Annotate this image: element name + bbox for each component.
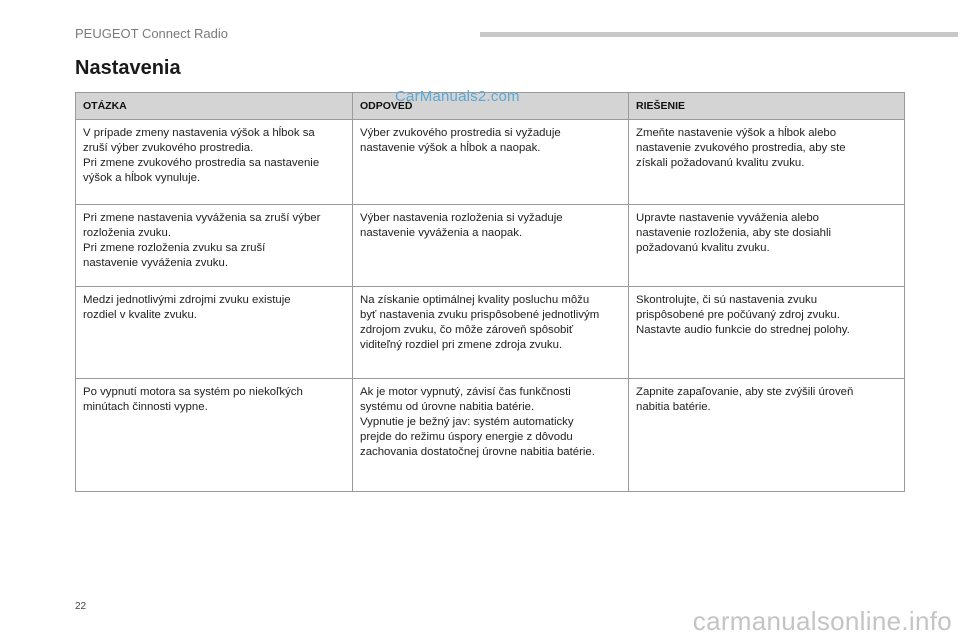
question-cell: Pri zmene nastavenia vyváženia sa zruší výber rozloženia zvuku. Pri zmene rozloženia zvuku sa zruší nastavenie vyváženia zvuku.: [76, 205, 353, 287]
header-title: PEUGEOT Connect Radio: [75, 26, 228, 41]
solution-cell: Zapnite zapaľovanie, aby ste zvýšili úroveň nabitia batérie.: [629, 379, 905, 492]
watermark-carmanualsonline: carmanualsonline.info: [692, 606, 952, 636]
watermark-carmanuals2: CarManuals2.com: [395, 88, 520, 105]
column-header-question: OTÁZKA: [76, 93, 353, 120]
table-row: [76, 120, 905, 205]
faq-table: [75, 92, 905, 492]
solution-cell: Skontrolujte, či sú nastavenia zvuku prispôsobené pre počúvaný zdroj zvuku. Nastavte audio funkcie do strednej polohy.: [629, 287, 905, 379]
table-row: [76, 379, 905, 492]
solution-cell: Zmeňte nastavenie výšok a hĺbok alebo nastavenie zvukového prostredia, aby ste získali požadovanú kvalitu zvuku.: [629, 120, 905, 205]
answer-cell: Ak je motor vypnutý, závisí čas funkčnosti systému od úrovne nabitia batérie. Vypnutie je bežný jav: systém automaticky prejde do režimu úspory energie z dôvodu zachovania dostatočnej úrovne nabitia batérie.: [353, 379, 629, 492]
column-header-answer: ODPOVEĎ: [353, 93, 629, 120]
page-title: Nastavenia: [75, 57, 181, 79]
header-divider-bar: [480, 32, 958, 37]
table-row: [76, 205, 905, 287]
answer-cell: Výber nastavenia rozloženia si vyžaduje nastavenie vyváženia a naopak.: [353, 205, 629, 287]
solution-cell: Upravte nastavenie vyváženia alebo nastavenie rozloženia, aby ste dosiahli požadovanú kvalitu zvuku.: [629, 205, 905, 287]
table-row: [76, 287, 905, 379]
answer-cell: Na získanie optimálnej kvality posluchu môžu byť nastavenia zvuku prispôsobené jednotlivým zdrojom zvuku, čo môže zároveň spôsobiť viditeľný rozdiel pri zmene zdroja zvuku.: [353, 287, 629, 379]
question-cell: Po vypnutí motora sa systém po niekoľkých minútach činnosti vypne.: [76, 379, 353, 492]
answer-cell: Výber zvukového prostredia si vyžaduje nastavenie výšok a hĺbok a naopak.: [353, 120, 629, 205]
question-cell: Medzi jednotlivými zdrojmi zvuku existuje rozdiel v kvalite zvuku.: [76, 287, 353, 379]
page-number: 22: [75, 601, 87, 612]
question-cell: V prípade zmeny nastavenia výšok a hĺbok sa zruší výber zvukového prostredia. Pri zmene zvukového prostredia sa nastavenie výšok a hĺbok vynuluje.: [76, 120, 353, 205]
column-header-solution: RIEŠENIE: [629, 93, 905, 120]
